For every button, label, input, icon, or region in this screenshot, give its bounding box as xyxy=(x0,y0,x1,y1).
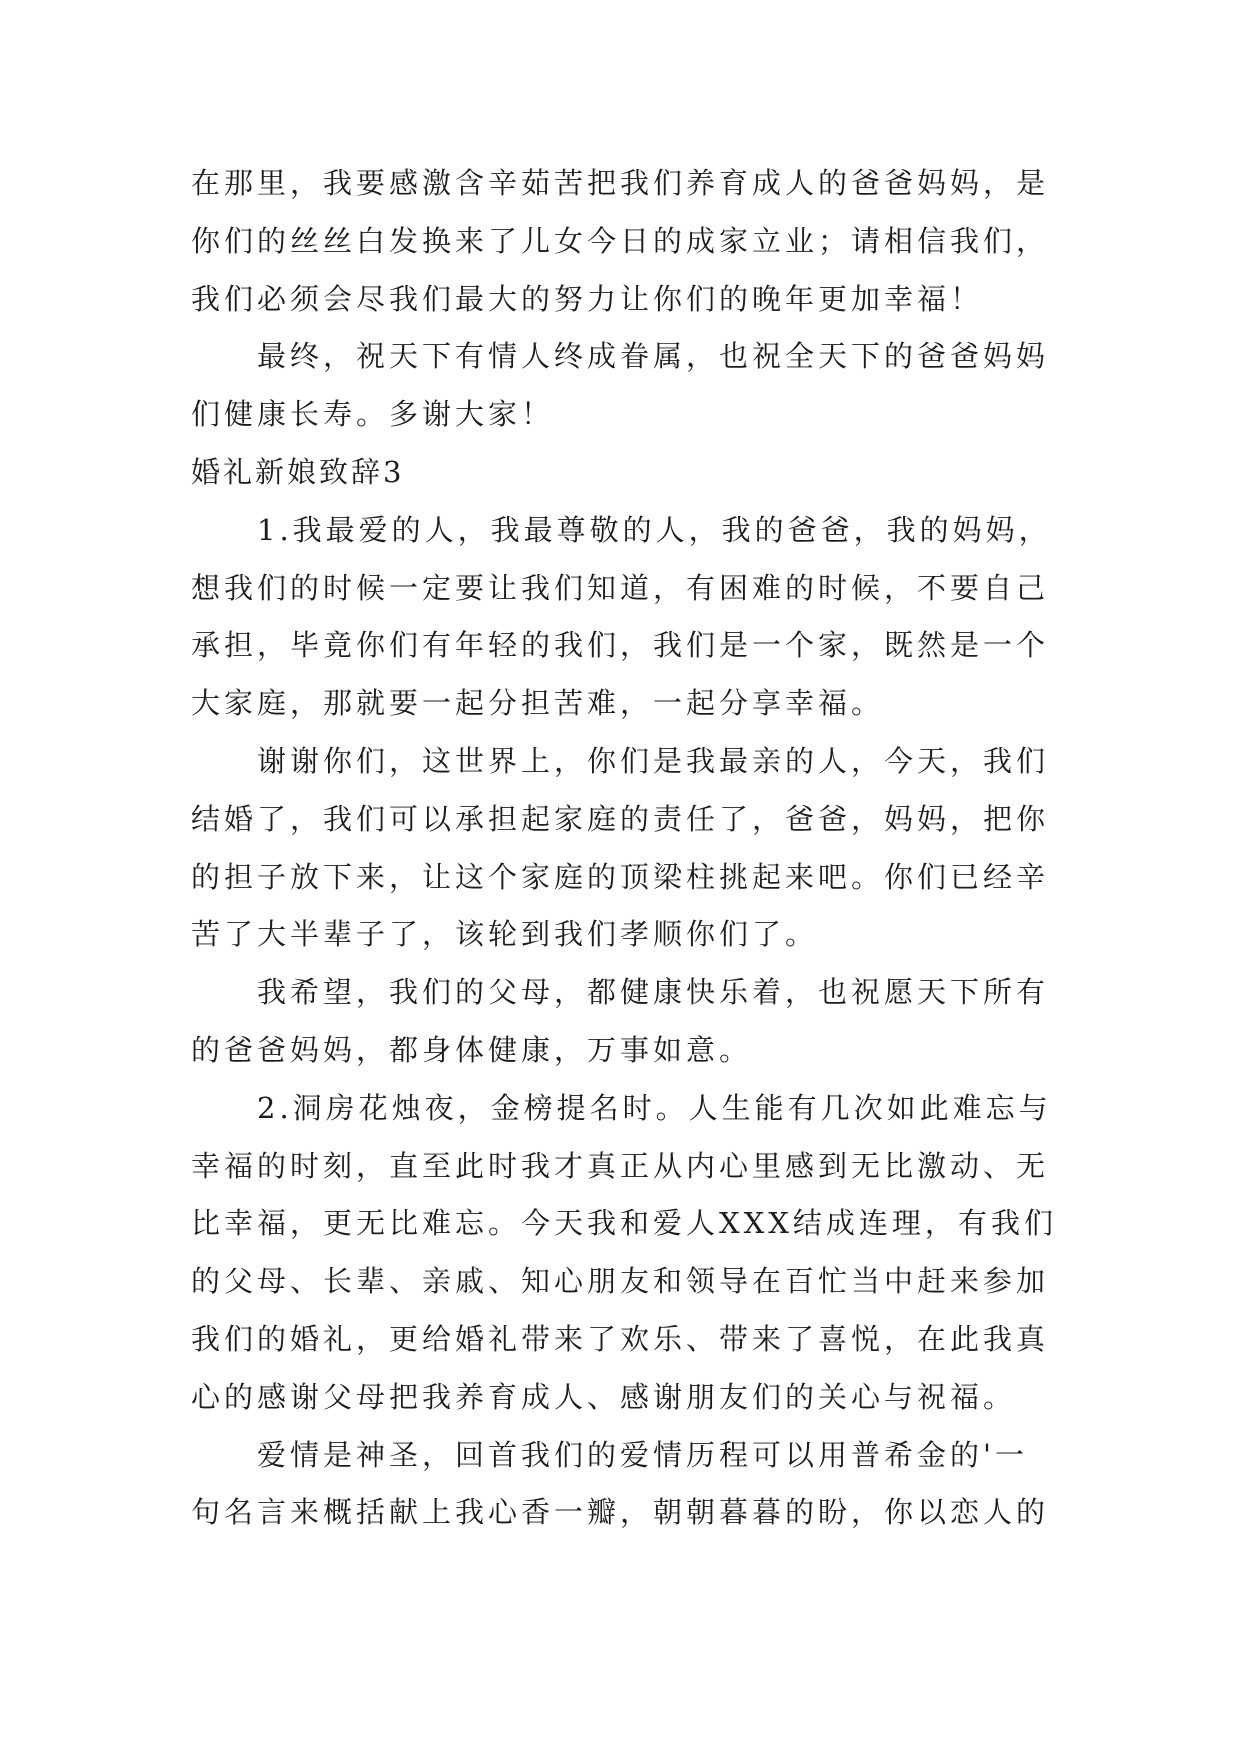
paragraph-hope xyxy=(191,964,1057,1080)
text-line: 想我们的时候一定要让我们知道，有困难的时候，不要自己 xyxy=(191,570,1050,605)
text-line: 们健康长寿。多谢大家！ xyxy=(191,397,555,432)
document-body xyxy=(191,155,1057,1542)
text-line: 我希望，我们的父母，都健康快乐着，也祝愿天下所有 xyxy=(257,975,1050,1010)
text-line: 1.我最爱的人，我最尊敬的人，我的爸爸，我的妈妈， xyxy=(257,512,1052,547)
text-line: 句名言来概括献上我心香一瓣，朝朝暮暮的盼，你以恋人的 xyxy=(191,1495,1050,1530)
text-line: 的担子放下来，让这个家庭的顶梁柱挑起来吧。你们已经辛 xyxy=(191,859,1050,894)
text-line: 我们的婚礼，更给婚礼带来了欢乐、带来了喜悦，在此我真 xyxy=(191,1321,1050,1356)
text-line: 的父母、长辈、亲戚、知心朋友和领导在百忙当中赶来参加 xyxy=(191,1264,1050,1299)
paragraph-item-2 xyxy=(191,1080,1057,1427)
text-line: 2.洞房花烛夜，金榜提名时。人生能有几次如此难忘与 xyxy=(257,1090,1052,1125)
section-heading: 婚礼新娘致辞3 xyxy=(191,454,405,489)
text-line: 的爸爸妈妈，都身体健康，万事如意。 xyxy=(191,1032,753,1067)
paragraph-love xyxy=(191,1427,1057,1543)
text-line: 谢谢你们，这世界上，你们是我最亲的人，今天，我们 xyxy=(257,743,1050,778)
text-line: 苦了大半辈子了，该轮到我们孝顺你们了。 xyxy=(191,917,819,952)
paragraph-thanks xyxy=(191,733,1057,964)
paragraph-closing-wishes xyxy=(191,328,1057,444)
paragraph-item-1 xyxy=(191,502,1057,733)
text-line: 承担，毕竟你们有年轻的我们，我们是一个家，既然是一个 xyxy=(191,628,1050,663)
text-line: 心的感谢父母把我养育成人、感谢朋友们的关心与祝福。 xyxy=(191,1379,1017,1414)
text-line: 在那里，我要感激含辛茹苦把我们养育成人的爸爸妈妈，是 xyxy=(191,166,1050,200)
text-line: 幸福的时刻，直至此时我才真正从内心里感到无比激动、无 xyxy=(191,1148,1050,1183)
text-line: 你们的丝丝白发换来了儿女今日的成家立业；请相信我们， xyxy=(191,223,1050,258)
text-line: 比幸福，更无比难忘。今天我和爱人XXX结成连理，有我们 xyxy=(191,1206,1057,1241)
text-line: 爱情是神圣，回首我们的爱情历程可以用普希金的'一 xyxy=(257,1437,1028,1472)
paragraph-gratitude-parents xyxy=(191,155,1057,328)
text-line: 结婚了，我们可以承担起家庭的责任了，爸爸，妈妈，把你 xyxy=(191,801,1050,836)
text-line: 我们必须会尽我们最大的努力让你们的晚年更加幸福！ xyxy=(191,281,984,316)
text-line: 大家庭，那就要一起分担苦难，一起分享幸福。 xyxy=(191,686,885,721)
text-line: 最终，祝天下有情人终成眷属，也祝全天下的爸爸妈妈 xyxy=(257,339,1050,374)
